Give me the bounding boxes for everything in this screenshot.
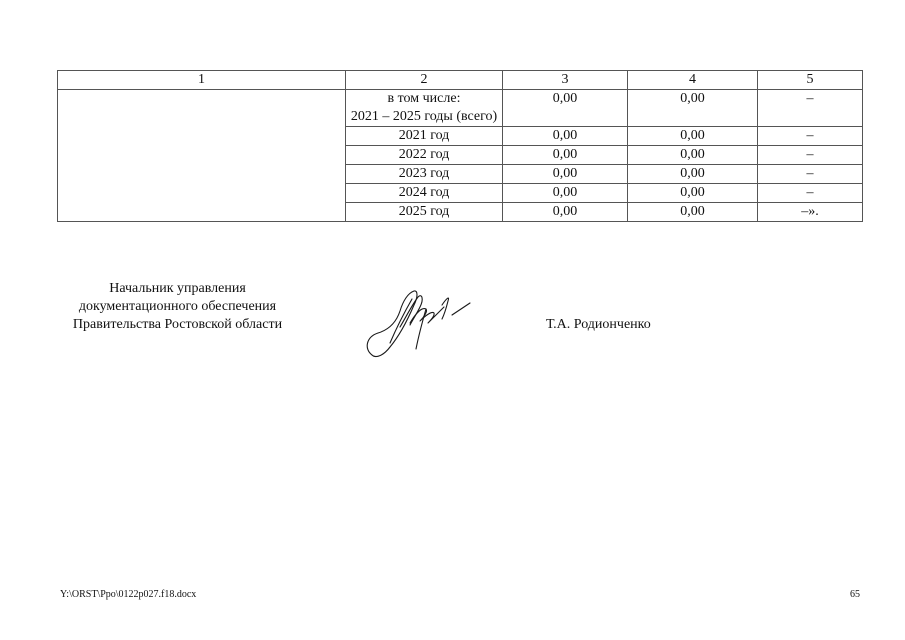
value-cell: 0,00 [628,127,758,146]
value-cell: 0,00 [503,165,628,184]
column-header: 5 [758,71,863,90]
value-cell: 0,00 [503,203,628,222]
period-cell: 2024 год [346,184,503,203]
column-header: 3 [503,71,628,90]
period-cell: 2025 год [346,203,503,222]
period-line: в том числе: [387,91,461,106]
value-cell: 0,00 [628,146,758,165]
period-cell: 2021 год [346,127,503,146]
value-cell: – [758,90,863,127]
empty-merged-cell [58,90,346,222]
value-cell: – [758,184,863,203]
position-line: Правительства Ростовской области [72,317,283,332]
value-cell: – [758,146,863,165]
period-cell: 2023 год [346,165,503,184]
signer-name: Т.А. Родионченко [546,317,651,332]
table-header-row [58,71,863,90]
value-cell: 0,00 [503,146,628,165]
column-header: 2 [346,71,503,90]
period-cell [346,90,503,127]
signer-position [55,280,300,334]
value-cell: 0,00 [628,203,758,222]
period-cell: 2022 год [346,146,503,165]
budget-table [57,70,863,222]
position-line: документационного обеспечения [78,299,277,314]
value-cell: 0,00 [503,184,628,203]
value-cell: 0,00 [628,90,758,127]
value-cell: – [758,127,863,146]
column-header: 4 [628,71,758,90]
period-line: 2021 – 2025 годы (всего) [350,109,498,124]
value-cell: –». [758,203,863,222]
value-cell: 0,00 [503,90,628,127]
column-header: 1 [58,71,346,90]
table-row [58,90,863,127]
page-number: 65 [850,589,860,600]
file-path: Y:\ORST\Ppo\0122p027.f18.docx [60,589,197,600]
value-cell: – [758,165,863,184]
value-cell: 0,00 [503,127,628,146]
position-line: Начальник управления [109,281,246,296]
value-cell: 0,00 [628,165,758,184]
handwritten-signature [360,283,480,368]
value-cell: 0,00 [628,184,758,203]
